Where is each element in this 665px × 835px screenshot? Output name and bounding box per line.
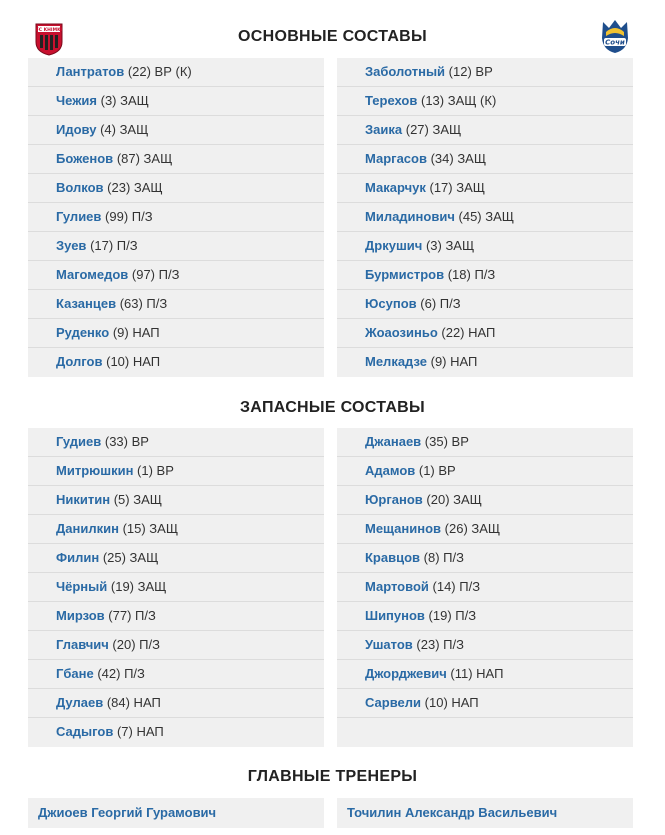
player-name-link[interactable]: Джорджевич [365,666,447,681]
player-row [337,145,633,174]
player-row [337,290,633,319]
player-row [337,631,633,660]
starting-lineups-heading: ОСНОВНЫЕ СОСТАВЫ [238,28,427,45]
player-row [337,515,633,544]
player-name-link[interactable]: Долгов [56,354,103,369]
away-substitutes-list [337,428,633,747]
player-name-link[interactable]: Митрюшкин [56,463,134,478]
player-name-link[interactable]: Сарвели [365,695,422,710]
player-row [337,116,633,145]
player-row [337,261,633,290]
player-number-position: (17) П/З [90,238,138,253]
player-row [337,573,633,602]
player-name-link[interactable]: Мещанинов [365,521,442,536]
player-row [28,232,324,261]
player-name-link[interactable]: Никитин [56,492,111,507]
player-number-position: (14) П/З [432,579,481,594]
player-name-link[interactable]: Жоаозиньо [365,325,438,340]
player-number-position: (20) П/З [112,637,160,652]
player-row [337,486,633,515]
player-row [28,631,324,660]
player-number-position: (3) ЗАЩ [425,238,475,253]
player-row [28,174,324,203]
player-name-link[interactable]: Ушатов [365,637,413,652]
player-name-link[interactable]: Чёрный [56,579,108,594]
player-name-link[interactable]: Мирзов [56,608,105,623]
player-row [28,718,324,747]
player-number-position: (4) ЗАЩ [100,122,149,137]
player-row [28,457,324,486]
player-name-link[interactable]: Главчич [56,637,109,652]
player-number-position: (12) ВР [448,64,493,79]
player-name-link[interactable]: Боженов [56,151,114,166]
player-name-link[interactable]: Терехов [365,93,418,108]
player-name-link[interactable]: Гулиев [56,209,102,224]
player-row [28,116,324,145]
player-number-position: (33) ВР [104,434,149,449]
player-name-link[interactable]: Волков [56,180,104,195]
player-row [337,203,633,232]
player-row [28,261,324,290]
player-name-link[interactable]: Казанцев [56,296,117,311]
player-number-position: (22) НАП [441,325,496,340]
player-name-link[interactable]: Юсупов [365,296,417,311]
home-coach-cell [28,798,324,828]
away-coach-link[interactable]: Точилин Александр Васильевич [347,805,558,820]
player-number-position: (27) ЗАЩ [405,122,462,137]
player-row [28,319,324,348]
player-number-position: (8) П/З [423,550,464,565]
player-row [28,145,324,174]
player-name-link[interactable]: Садыгов [56,724,114,739]
empty-row [337,718,633,747]
player-number-position: (23) П/З [416,637,464,652]
player-number-position: (1) ВР [418,463,456,478]
player-number-position: (35) ВР [424,434,469,449]
player-name-link[interactable]: Зуев [56,238,87,253]
player-number-position: (19) П/З [428,608,477,623]
player-row [28,602,324,631]
player-row [337,348,633,377]
player-number-position: (22) ВР (К) [127,64,192,79]
player-row [337,602,633,631]
player-number-position: (18) П/З [447,267,496,282]
player-name-link[interactable]: Бурмистров [365,267,445,282]
player-number-position: (87) ЗАЩ [116,151,173,166]
player-name-link[interactable]: Мелкадзе [365,354,427,369]
home-substitutes-list [28,428,324,747]
player-row [28,486,324,515]
player-number-position: (45) ЗАЩ [458,209,514,224]
player-name-link[interactable]: Дркушич [365,238,423,253]
player-row [28,689,324,718]
player-name-link[interactable]: Чежия [56,93,97,108]
player-number-position: (25) ЗАЩ [102,550,159,565]
player-name-link[interactable]: Миладинович [365,209,455,224]
player-number-position: (3) ЗАЩ [100,93,149,108]
head-coaches-heading: ГЛАВНЫЕ ТРЕНЕРЫ [247,768,418,785]
player-number-position: (63) П/З [119,296,168,311]
player-name-link[interactable]: Дулаев [56,695,104,710]
player-number-position: (13) ЗАЩ (К) [421,93,497,108]
player-name-link[interactable]: Маргасов [365,151,427,166]
away-starting-list [337,58,633,377]
player-name-link[interactable]: Юрганов [365,492,423,507]
player-number-position: (9) НАП [112,325,160,340]
player-name-link[interactable]: Филин [56,550,100,565]
player-row [337,660,633,689]
home-coach-link[interactable]: Джиоев Георгий Гурамович [38,805,217,820]
player-number-position: (5) ЗАЩ [113,492,162,507]
player-name-link[interactable]: Мартовой [365,579,429,594]
player-number-position: (97) П/З [131,267,180,282]
player-name-link[interactable]: Магомедов [56,267,129,282]
player-number-position: (42) П/З [97,666,145,681]
player-name-link[interactable]: Лантратов [56,64,125,79]
player-row [337,428,633,457]
player-row [337,87,633,116]
player-name-link[interactable]: Руденко [56,325,110,340]
player-name-link[interactable]: Идову [56,122,97,137]
player-row [337,58,633,87]
player-number-position: (7) НАП [116,724,164,739]
player-number-position: (34) ЗАЩ [430,151,487,166]
player-name-link[interactable]: Заика [365,122,403,137]
player-row [28,203,324,232]
away-coach-cell [337,798,633,828]
player-name-link[interactable]: Гудиев [56,434,102,449]
player-number-position: (26) ЗАЩ [444,521,501,536]
player-row [337,319,633,348]
player-row [28,87,324,116]
player-row [337,544,633,573]
player-name-link[interactable]: Гбане [56,666,94,681]
player-row [28,290,324,319]
player-name-link[interactable]: Шипунов [365,608,425,623]
player-name-link[interactable]: Кравцов [365,550,421,565]
player-row [28,544,324,573]
player-number-position: (11) НАП [450,666,504,681]
home-logo-text: FC KHIMKI [35,28,63,33]
player-name-link[interactable]: Макарчук [365,180,426,195]
player-row [28,573,324,602]
player-number-position: (10) НАП [424,695,479,710]
player-number-position: (15) ЗАЩ [122,521,179,536]
player-row [28,428,324,457]
player-row [28,58,324,87]
player-number-position: (10) НАП [106,354,161,369]
player-row [337,689,633,718]
player-number-position: (77) П/З [108,608,156,623]
player-number-position: (99) П/З [105,209,153,224]
player-row [337,174,633,203]
player-row [337,457,633,486]
player-number-position: (6) П/З [420,296,461,311]
player-number-position: (19) ЗАЩ [110,579,167,594]
player-number-position: (9) НАП [430,354,478,369]
player-name-link[interactable]: Адамов [365,463,416,478]
player-name-link[interactable]: Заболотный [365,64,446,79]
player-number-position: (1) ВР [137,463,174,478]
home-starting-list [28,58,324,377]
player-row [28,515,324,544]
player-name-link[interactable]: Данилкин [56,521,119,536]
player-row [28,348,324,377]
player-row [28,660,324,689]
substitutes-heading: ЗАПАСНЫЕ СОСТАВЫ [239,399,425,416]
player-number-position: (20) ЗАЩ [426,492,482,507]
player-number-position: (84) НАП [106,695,161,710]
player-row [337,232,633,261]
player-number-position: (17) ЗАЩ [429,180,485,195]
away-logo-text: Сочи [605,38,625,47]
player-name-link[interactable]: Джанаев [365,434,422,449]
player-number-position: (23) ЗАЩ [107,180,163,195]
